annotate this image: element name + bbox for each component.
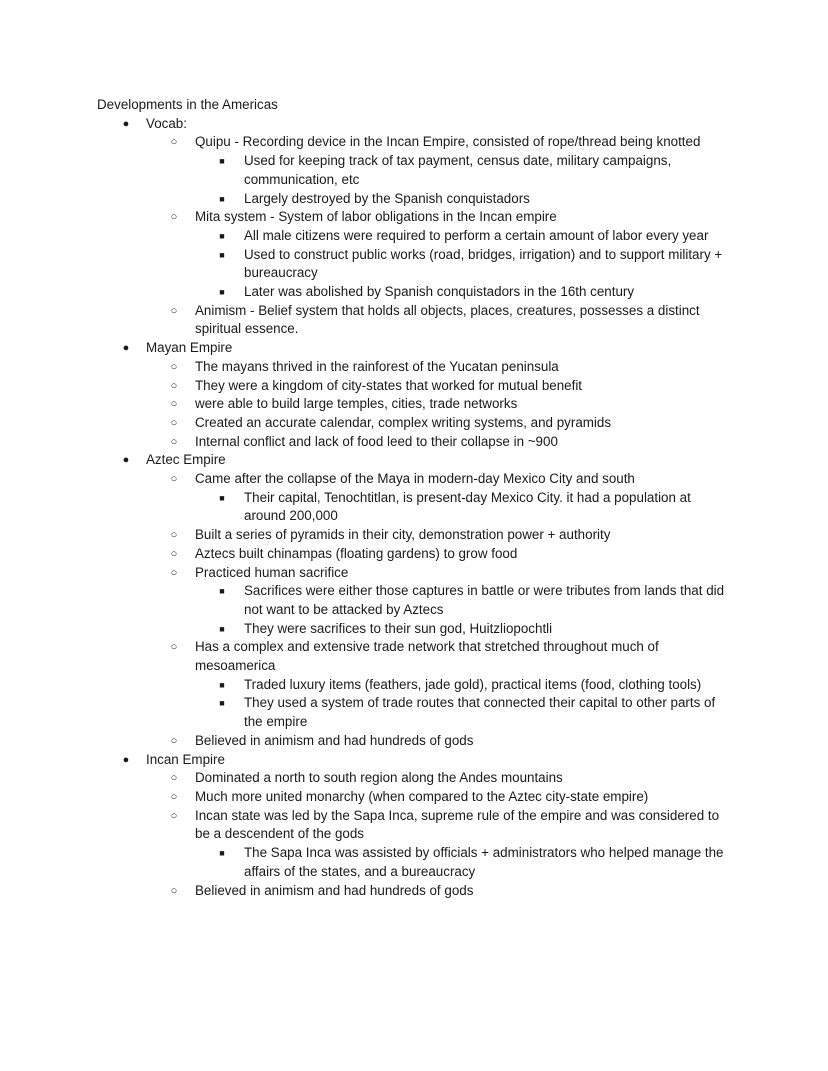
list-item: [146, 638, 730, 732]
list-item-text: Much more united monarchy (when compared to the Aztec city-state empire): [195, 789, 649, 804]
list-item: [146, 545, 730, 564]
list-item-text: Mita system - System of labor obligations in the Incan empire: [195, 209, 557, 225]
bullet-disc-icon: ●: [122, 342, 130, 355]
list-item: [146, 470, 730, 526]
list-item: [146, 395, 730, 414]
sub-list-item-text: Sacrifices were either those captures in battle or were tributes from lands that did not want to be attacked by Aztecs: [244, 583, 725, 617]
list-item: [146, 564, 730, 639]
bullet-circle-icon: ○: [170, 566, 178, 579]
item-sublist: [195, 227, 730, 302]
bullet-square-icon: ■: [219, 586, 225, 597]
item-sublist: [195, 489, 730, 526]
bullet-square-icon: ■: [219, 287, 225, 298]
sub-list-item-text: Later was abolished by Spanish conquistadors in the 16th century: [244, 284, 635, 300]
list-item-text: Created an accurate calendar, complex writing systems, and pyramids: [195, 414, 612, 430]
sub-list-item-text: Largely destroyed by the Spanish conquistadors: [244, 190, 530, 206]
list-item: [146, 414, 730, 433]
bullet-circle-icon: ○: [170, 211, 178, 224]
bullet-circle-icon: ○: [170, 136, 178, 149]
bullet-disc-icon: ●: [122, 753, 130, 766]
bullet-circle-icon: ○: [170, 641, 178, 654]
section-sublist: [146, 470, 828, 751]
section-label: Vocab:: [146, 115, 187, 131]
bullet-circle-icon: ○: [170, 734, 178, 747]
section-sublist: [146, 769, 828, 900]
list-item-text: Believed in animism and had hundreds of gods: [195, 732, 474, 748]
item-sublist: [195, 844, 730, 881]
bullet-square-icon: ■: [219, 679, 225, 690]
bullet-circle-icon: ○: [170, 379, 178, 392]
list-item: [146, 807, 730, 882]
bullet-circle-icon: ○: [170, 772, 178, 785]
bullet-circle-icon: ○: [170, 809, 178, 822]
item-sublist: [195, 152, 730, 208]
bullet-square-icon: ■: [219, 249, 225, 260]
section-item: [0, 751, 828, 901]
bullet-square-icon: ■: [219, 230, 225, 241]
sub-list-item: [195, 227, 734, 246]
outline-list: [0, 115, 828, 901]
list-item: [146, 433, 730, 452]
sub-list-item-text: The Sapa Inca was assisted by officials + administrators who helped manage the affairs of the states, and a bureaucracy: [244, 845, 724, 879]
bullet-square-icon: ■: [219, 193, 225, 204]
list-item: [146, 358, 730, 377]
bullet-circle-icon: ○: [170, 360, 178, 373]
list-item: [146, 208, 730, 302]
list-item-text: Incan state was led by the Sapa Inca, supreme rule of the empire and was considered to be a descendent of the gods: [195, 807, 720, 842]
section-label: Incan Empire: [146, 751, 225, 767]
list-item: [146, 302, 730, 339]
item-sublist: [195, 582, 730, 638]
sub-list-item: [195, 283, 734, 302]
list-item-text: Practiced human sacrifice: [195, 564, 349, 580]
bullet-disc-icon: ●: [122, 454, 130, 467]
list-item-text: Dominated a north to south region along the Andes mountains: [195, 770, 563, 786]
sub-list-item: [195, 190, 734, 209]
sub-list-item-text: Traded luxury items (feathers, jade gold), practical items (food, clothing tools): [244, 676, 702, 692]
list-item: [146, 882, 730, 901]
sub-list-item: [195, 489, 734, 526]
list-item: [146, 769, 730, 788]
list-item-text: Internal conflict and lack of food leed to their collapse in ~900: [195, 433, 558, 449]
section-label: Aztec Empire: [146, 452, 226, 468]
list-item-text: The mayans thrived in the rainforest of the Yucatan peninsula: [195, 358, 559, 374]
sub-list-item: [195, 844, 734, 881]
sub-list-item-text: They used a system of trade routes that connected their capital to other parts of the empire: [244, 695, 716, 730]
list-item: [146, 377, 730, 396]
sub-list-item-text: Used to construct public works (road, bridges, irrigation) and to support military + bureaucracy: [244, 246, 723, 281]
list-item-text: Believed in animism and had hundreds of gods: [195, 882, 474, 898]
sub-list-item-text: They were sacrifices to their sun god, Huitzliopochtli: [244, 620, 553, 636]
bullet-square-icon: ■: [219, 492, 225, 503]
list-item-text: were able to build large temples, cities, trade networks: [195, 396, 518, 412]
list-item: [146, 732, 730, 751]
bullet-circle-icon: ○: [170, 304, 178, 317]
list-item-text: They were a kingdom of city-states that worked for mutual benefit: [195, 377, 583, 393]
section-sublist: [146, 133, 828, 339]
list-item-text: Built a series of pyramids in their city, demonstration power + authority: [195, 527, 611, 543]
bullet-circle-icon: ○: [170, 529, 178, 542]
sub-list-item: [195, 620, 734, 639]
bullet-square-icon: ■: [219, 698, 225, 709]
sub-list-item-text: All male citizens were required to perform a certain amount of labor every year: [244, 227, 709, 243]
page-title: Developments in the Americas: [97, 97, 278, 112]
sub-list-item: [195, 582, 734, 619]
bullet-circle-icon: ○: [170, 473, 178, 486]
section-sublist: [146, 358, 828, 452]
section-label: Mayan Empire: [146, 340, 233, 356]
list-item: [146, 133, 730, 208]
bullet-circle-icon: ○: [170, 791, 178, 803]
list-item-text: Quipu - Recording device in the Incan Empire, consisted of rope/thread being knotted: [195, 134, 701, 150]
bullet-square-icon: ■: [219, 848, 225, 859]
bullet-circle-icon: ○: [170, 398, 178, 411]
list-item-text: Animism - Belief system that holds all objects, places, creatures, possesses a distinct spiritual essence.: [195, 302, 700, 337]
section-item: [0, 115, 828, 339]
list-item-text: Aztecs built chinampas (floating gardens) to grow food: [195, 545, 518, 561]
sub-list-item-text: Used for keeping track of tax payment, census date, military campaigns, communication, etc: [244, 153, 672, 187]
sub-list-item: [195, 152, 734, 189]
bullet-square-icon: ■: [219, 623, 225, 634]
list-item-text: Came after the collapse of the Maya in modern-day Mexico City and south: [195, 471, 635, 487]
list-item: [146, 526, 730, 545]
list-item-text: Has a complex and extensive trade network that stretched throughout much of mesoamerica: [195, 639, 659, 674]
bullet-circle-icon: ○: [170, 547, 178, 560]
bullet-circle-icon: ○: [170, 435, 178, 448]
section-item: [0, 339, 828, 451]
section-item: [0, 451, 828, 750]
sub-list-item: [195, 676, 734, 695]
sub-list-item: [195, 246, 734, 283]
bullet-circle-icon: ○: [170, 884, 178, 897]
item-sublist: [195, 676, 730, 732]
sub-list-item: [195, 694, 734, 731]
sub-list-item-text: Their capital, Tenochtitlan, is present-day Mexico City. it had a population at around 200,000: [244, 489, 691, 524]
bullet-disc-icon: ●: [122, 117, 130, 130]
list-item: [146, 788, 730, 807]
bullet-square-icon: ■: [219, 156, 225, 167]
bullet-circle-icon: ○: [170, 416, 178, 429]
